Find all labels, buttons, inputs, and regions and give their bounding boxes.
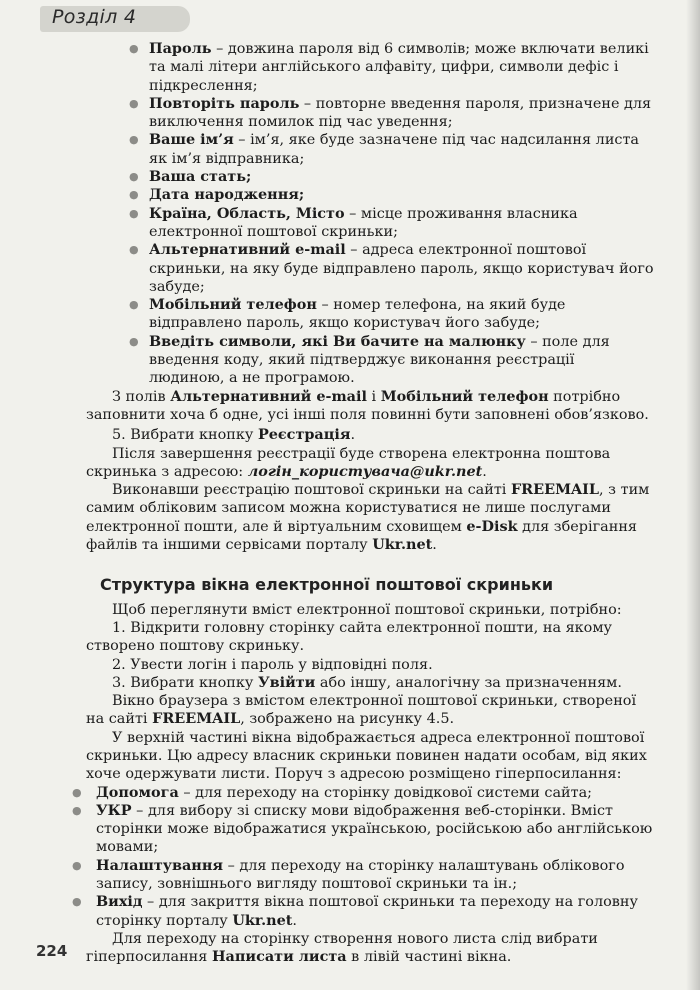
paragraph-freemail: Виконавши реєстрацію поштової скриньки на сайті FREEMAIL, з тим самим обліковим записом можна користуватися не лише послугами електронної пошти, але й віртуальним сховищем e-Disk для зберігання файлів та іншими сервісами порталу Ukr.net. — [86, 481, 650, 554]
page-content — [86, 40, 654, 967]
list-item: ● Повторіть пароль – повторне введення пароля, призначене для виключення помилок під час уведення; — [130, 95, 654, 132]
list-item: ● Дата народження; — [130, 186, 654, 204]
list-item: ● УКР – для вибору зі списку мови відображення веб-сторінки. Вміст сторінки може відображатися українською, російською або англійською мовами; — [86, 802, 654, 857]
section-heading: Структура вікна електронної поштової скриньки — [100, 575, 554, 595]
paragraph-window: Вікно браузера з вмістом електронної поштової скриньки, створеної на сайті FREEMAIL, зображено на рисунку 4.5. — [86, 693, 637, 728]
paragraph-intro: Щоб переглянути вміст електронної поштової скриньки, потрібно: — [112, 601, 622, 618]
list-item: ● Введіть символи, які Ви бачите на малюнку – поле для введення коду, який підтверджує виконання реєстрації людиною, а не програмою. — [130, 333, 654, 388]
list-item: ● Ваше ім’я – ім’я, яке буде зазначене під час надсилання листа як ім’я відправника; — [130, 131, 654, 168]
hyperlinks-list — [86, 784, 654, 930]
list-item: ● Вихід – для закриття вікна поштової скриньки та переходу на головну сторінку порталу Ukr.net. — [86, 893, 654, 930]
paragraph-required-fields: З полів Альтернативний e-mail і Мобільний телефон потрібно заповнити хоча б одне, усі інші поля повинні бути заповнені обов’язково. — [86, 387, 649, 423]
list-item: ● Ваша стать; — [130, 168, 654, 186]
step-2: 2. Увести логін і пароль у відповідні поля. — [112, 656, 433, 673]
list-item: ● Пароль – довжина пароля від 6 символів; може включати великі та малі літери англійського алфавіту, цифри, символи дефіс і підкреслення; — [130, 40, 654, 95]
page-number: 224 — [36, 942, 68, 960]
step-3: 3. Вибрати кнопку Увійти або іншу, аналогічну за призначенням. — [112, 673, 622, 691]
list-item: ● Альтернативний e-mail – адреса електронної поштової скриньки, на яку буде відправлено пароль, якщо користувач його забуде; — [130, 241, 654, 296]
paragraph-top-part: У верхній частині вікна відображається адреса електронної поштової скриньки. Цю адресу власник скриньки повинен надати особам, від яких хоче одержувати листи. Поруч з адресою розміщено гіперпосилання: — [86, 729, 647, 783]
list-item: ● Країна, Область, Місто – місце проживання власника електронної поштової скриньки; — [130, 205, 654, 242]
list-item: ● Налаштування – для переходу на сторінку налаштувань облікового запису, зовнішнього вигляду поштової скриньки та ін.; — [86, 857, 654, 894]
list-item: ● Мобільний телефон – номер телефона, на який буде відправлено пароль, якщо користувач його забуде; — [130, 296, 654, 333]
section-title: Розділ 4 — [52, 6, 137, 28]
registration-fields-list — [130, 40, 654, 388]
paragraph-last: Для переходу на сторінку створення нового листа слід вибрати гіперпосилання Написати листа в лівій частині вікна. — [86, 930, 598, 966]
page-edge-shadow — [686, 0, 700, 990]
list-item: ● Допомога – для переходу на сторінку довідкової системи сайта; — [86, 784, 654, 802]
paragraph-after-registration: Після завершення реєстрації буде створена електронна поштова скринька з адресою: логін_користувача@ukr.net. — [86, 445, 611, 480]
step-1: 1. Відкрити головну сторінку сайта електронної пошти, на якому створено поштову скриньку. — [86, 619, 612, 655]
step-5: 5. Вибрати кнопку Реєстрація. — [112, 426, 356, 444]
